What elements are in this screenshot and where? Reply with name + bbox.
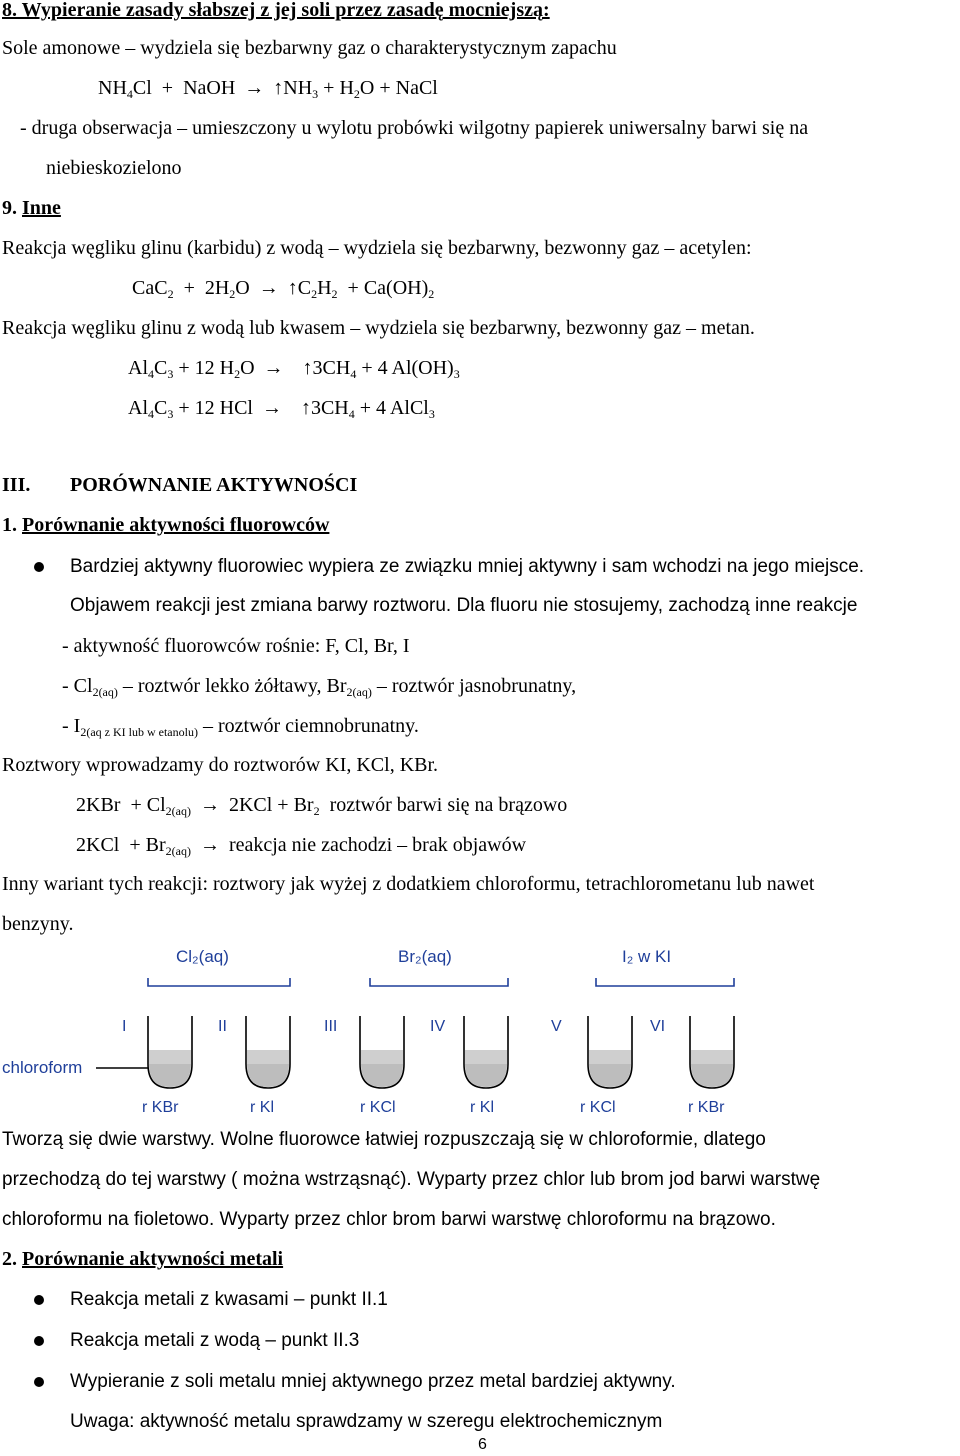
section-9-heading [2,195,61,221]
group-label-chlorine: Cl₂(aq) [176,947,229,966]
section-8-title: 8. Wypieranie zasady słabszej z jej soli przez zasadę mocniejszą: [2,0,550,21]
bullet-icon [34,1377,44,1387]
carbide-reaction-text: Reakcja węgliku glinu (karbidu) z wodą – wydziela się bezbarwny, bezwonny gaz – acetylen: [2,237,752,259]
section-8-note-cont: niebieskozielono [46,157,182,179]
chlorine-state: 2(aq) [92,685,118,699]
reaction-1-observation: roztwór barwi się na brązowo [329,794,568,816]
section-III-title: PORÓWNANIE AKTYWNOŚCI [70,474,358,496]
tube-label-1: I [122,1018,127,1035]
subsection-1-heading [2,512,329,538]
chlorine-symbol: - Cl [62,675,93,697]
tube-bottom-2: r Kl [250,1099,274,1116]
tube-label-2: II [218,1018,227,1035]
equation-methane-acid: $Al_4C_3 + 12$ HCl → $↑3CH_4 + 4$ AlCl$_3$ [128,397,435,421]
section-8-note: - druga obserwacja – umieszczony u wylotu probówki wilgotny papierek uniwersalny barwi się na [20,117,809,139]
tube-label-6: VI [650,1018,666,1035]
tube-label-4: IV [430,1018,446,1035]
bullet-icon [34,1336,44,1346]
subsection-2-number: 2. [2,1248,17,1270]
subsection-2-heading [2,1246,283,1272]
iodine-description: – roztwór ciemnobrunatny. [197,715,419,737]
group-label-bromine: Br₂(aq) [398,947,452,966]
subsection-1-title: Porównanie aktywności fluorowców [22,514,330,536]
equation-acetylene: $CaC_2 + 2H_2O$ → $↑C_2H_2 + Ca(OH)_2$ [132,277,435,301]
iodine-symbol: - I [62,715,81,737]
variant-text: Inny wariant tych reakcji: roztwory jak wyżej z dodatkiem chloroformu, tetrachlorometanu lub nawet [2,873,815,895]
subsection-2-title: Porównanie aktywności metali [22,1248,284,1270]
tube-bottom-3: r KCl [360,1099,396,1116]
bromine-state: 2(aq) [346,685,372,699]
metal-item-2: Reakcja metali z wodą – punkt II.3 [70,1330,360,1351]
solutions-intro: Roztwory wprowadzamy do roztworów KI, KCl, KBr. [2,754,439,776]
section-8-heading [2,0,550,23]
metal-note: Uwaga: aktywność metalu sprawdzamy w szeregu elektrochemicznym [70,1411,663,1432]
section-9-number: 9. [2,197,17,219]
tube-bottom-6: r KBr [688,1099,725,1116]
tube-label-3: III [324,1018,338,1035]
tube-bottom-5: r KCl [580,1099,616,1116]
section-9-title: Inne [22,197,61,219]
layers-text-3: chloroformu na fioletowo. Wyparty przez chlor brom barwi warstwę chloroformu na brązowo. [2,1209,776,1230]
halogen-rule-text-cont [70,593,857,619]
layers-text-2: przechodzą do tej warstwy ( można wstrząsnąć). Wyparty przez chlor lub brom jod barwi warstwę [2,1169,821,1190]
tube-bottom-4: r Kl [470,1099,494,1116]
subsection-1-number: 1. [2,514,17,536]
halogen-solutions-line1 [62,673,576,699]
aluminium-carbide-text: Reakcja węgliku glinu z wodą lub kwasem – wydziela się bezbarwny, bezwonny gaz – metan. [2,317,755,339]
equation-kcl-bromine: $2KCl + Br_{2(aq)}$ → reakcja nie zachodzi – brak objawów [76,834,527,858]
variant-text-cont: benzyny. [2,913,74,935]
halogen-rule-observation: Objawem reakcji jest zmiana barwy roztworu. Dla fluoru nie stosujemy, zachodzą inne reakcje [70,595,858,616]
tube-label-5: V [551,1018,562,1035]
halogen-rule-text: Bardziej aktywny fluorowiec wypiera ze związku mniej aktywny i sam wchodzi na jego miejsce. [70,556,865,577]
layers-text-1: Tworzą się dwie warstwy. Wolne fluorowce łatwiej rozpuszczają się w chloroformie, dlatego [2,1129,766,1150]
test-tube-figure [0,940,760,1122]
iodine-state: 2(aq z KI lub w etanolu) [80,725,198,739]
bromine-description: – roztwór jasnobrunatny, [371,675,577,697]
metal-item-1: Reakcja metali z kwasami – punkt II.1 [70,1289,388,1310]
bullet-icon [34,562,44,572]
halogen-solutions-line2 [62,713,419,739]
tube-bottom-1: r KBr [142,1099,179,1116]
section-8-intro: Sole amonowe – wydziela się bezbarwny gaz o charakterystycznym zapachu [2,37,617,59]
section-III-number: III. [2,474,31,496]
group-label-iodine: I₂ w KI [622,947,672,966]
page-number: 6 [478,1436,487,1453]
chlorine-description: – roztwór lekko żółtawy, Br [117,675,347,697]
equation-methane-water: $Al_4C_3 + 12$ $H_2O$ → $↑3CH_4 + 4$ $Al(OH)_3$ [128,357,460,381]
bullet-icon [34,1295,44,1305]
equation-kbr-chlorine: $2KBr + Cl_{2(aq)} \to 2KCl + Br_2$ roztwór barwi się na brązowo [76,794,568,818]
reaction-2-observation: reakcja nie zachodzi – brak objawów [228,834,527,856]
chloroform-label: chloroform [2,1058,83,1077]
halogen-activity: - aktywność fluorowców rośnie: F, Cl, Br, I [62,635,410,657]
equation-ammonium: $NH_4Cl$ + NaOH → $↑NH_3 + H_2O$ + NaCl [98,77,438,101]
metal-item-3: Wypieranie z soli metalu mniej aktywnego przez metal bardziej aktywny. [70,1371,676,1392]
